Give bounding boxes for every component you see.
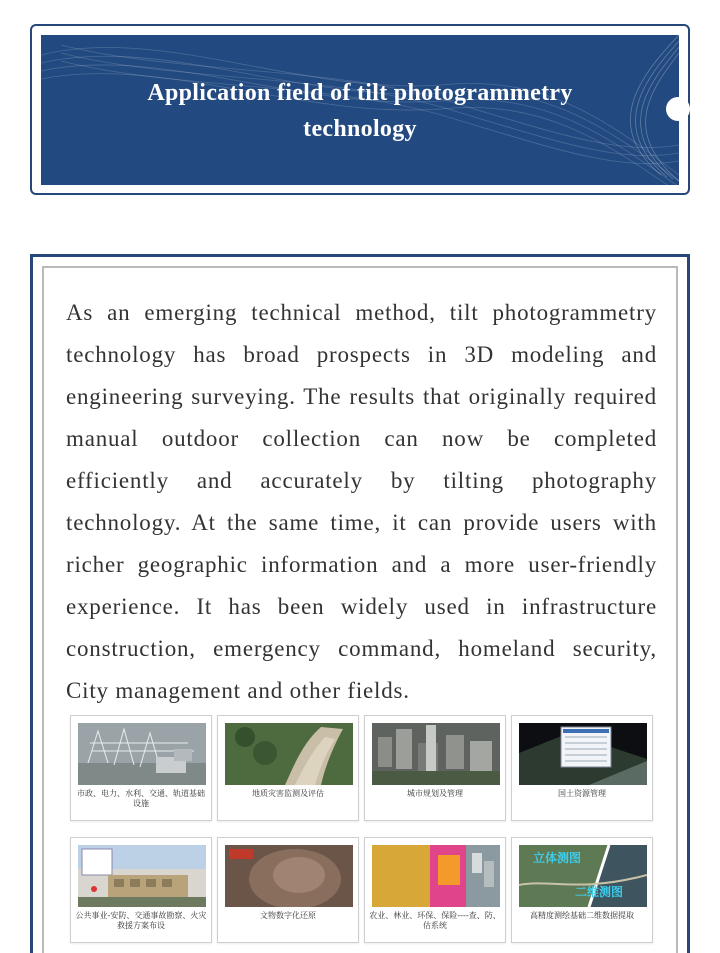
gallery-caption: 国土资源管理 (558, 789, 606, 798)
mapping-image (519, 845, 647, 907)
gallery-item-agriculture (364, 837, 506, 943)
gallery-item-urban-planning (364, 715, 506, 821)
gallery-caption: 高精度测绘基础二维数据提取 (530, 911, 634, 920)
gallery-caption: 文物数字化还原 (260, 911, 316, 920)
heritage-image (225, 845, 353, 907)
gallery-item-geohazard (217, 715, 359, 821)
gallery-caption: 公共事业-安防、交通事故勘察、火灾救援方案布设 (75, 911, 207, 930)
infrastructure-image (78, 723, 206, 785)
header-card (30, 24, 690, 195)
gallery-caption: 地质灾害监测及评估 (252, 789, 324, 798)
gallery-item-heritage (217, 837, 359, 943)
landslide-image (225, 723, 353, 785)
gallery-item-land-resources (511, 715, 653, 821)
public-safety-image (78, 845, 206, 907)
body-paragraph: As an emerging technical method, tilt photogrammetry technology has broad prospects in 3D modeling and engineering surveying. The results that originally required manual outdoor collection can now be completed efficiently and accurately by tilting photography technology. At the same time, it can provide users with richer geographic information and a more user-friendly experience. It has been widely used in infrastructure construction, emergency command, homeland security, City management and other fields. (66, 300, 657, 703)
header-banner (41, 35, 679, 185)
agriculture-image (372, 845, 500, 907)
gallery-item-infrastructure (70, 715, 212, 821)
stereo-mapping-label: 立体测图 (533, 851, 582, 865)
gallery-item-mapping (511, 837, 653, 943)
city-image (372, 723, 500, 785)
gallery-caption: 城市规划及管理 (407, 789, 463, 798)
gallery-caption: 农业、林业、环保、保险----查、防、估系统 (369, 911, 501, 930)
page-title: Application field of tilt photogrammetry technology (147, 80, 573, 142)
decorative-dot (666, 97, 690, 121)
gis-software-image (519, 723, 647, 785)
2d-mapping-label: 二维测图 (575, 885, 624, 899)
gallery-item-public-safety (70, 837, 212, 943)
gallery-caption: 市政、电力、水利、交通、轨道基础设施 (77, 789, 205, 808)
